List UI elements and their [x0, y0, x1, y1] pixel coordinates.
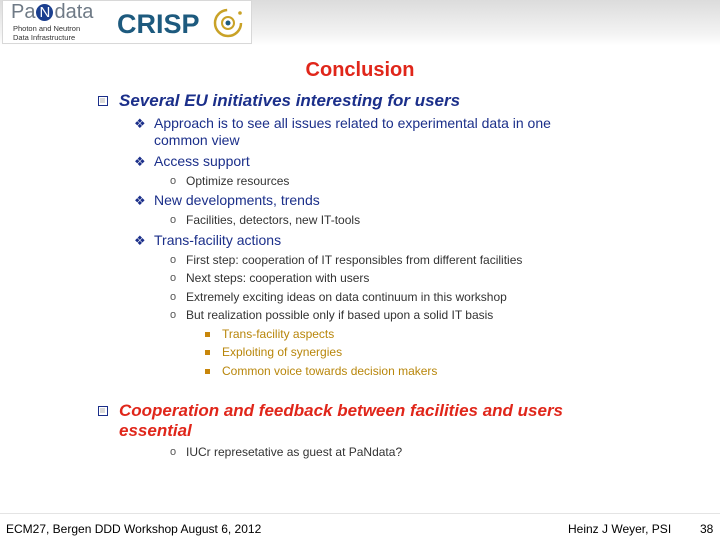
- pandata-logo: [11, 1, 109, 45]
- circle-bullet-icon: o: [170, 175, 177, 187]
- circle-bullet-icon: o: [170, 214, 177, 226]
- trans-sub-text-2: Next steps: cooperation with users: [186, 271, 370, 285]
- section1-heading: Several EU initiatives interesting for users: [119, 91, 461, 110]
- crisp-logo: [117, 5, 249, 41]
- pandata-word-post: data: [54, 1, 94, 23]
- trans-sub-item: [170, 253, 522, 268]
- diamond-bullet-icon: ❖: [134, 116, 146, 131]
- section2-heading-line1: Cooperation and feedback between facilities and users: [119, 401, 564, 420]
- trans-subsub-item: [205, 345, 342, 360]
- circle-bullet-icon: o: [170, 254, 177, 266]
- newdev-sub-text: Facilities, detectors, new IT-tools: [186, 213, 361, 227]
- pandata-word-n: N: [36, 4, 53, 21]
- trans-sub-item: [170, 290, 507, 305]
- trans-subsub-text-b: Exploiting of synergies: [222, 345, 343, 359]
- section2-sub-item: [170, 445, 402, 460]
- trans-sub-text-3: Extremely exciting ideas on data continuum in this workshop: [186, 290, 507, 304]
- circle-bullet-icon: o: [170, 309, 177, 321]
- trans-subsub-item: [205, 327, 334, 342]
- access-sub-text: Optimize resources: [186, 174, 290, 188]
- trans-text: Trans-facility actions: [154, 232, 282, 248]
- newdev-text: New developments, trends: [154, 192, 320, 208]
- section2-heading-row: [98, 401, 563, 441]
- section1-heading-row: [98, 91, 460, 111]
- circle-bullet-icon: o: [170, 272, 177, 284]
- slide-title: Conclusion: [305, 59, 415, 81]
- logo-box: [2, 0, 252, 44]
- pandata-subtitle-line1: Photon and Neutron: [13, 24, 81, 33]
- pandata-wordmark: [11, 1, 93, 23]
- footer-author: Heinz J Weyer, PSI: [568, 522, 672, 536]
- square-bullet-icon: [98, 96, 108, 106]
- diamond-bullet-icon: ❖: [134, 233, 146, 248]
- access-sub-item: [170, 174, 289, 189]
- trans-sub-item: [170, 271, 369, 286]
- pandata-word-pre: Pa: [11, 1, 36, 23]
- footer-divider: [0, 513, 720, 514]
- trans-subsub-text-c: Common voice towards decision makers: [222, 364, 438, 378]
- circle-bullet-icon: o: [170, 446, 177, 458]
- small-square-bullet-icon: [205, 350, 210, 355]
- small-square-bullet-icon: [205, 332, 210, 337]
- crisp-wordmark: CRISP: [117, 9, 200, 39]
- section2-heading-line2: essential: [119, 421, 192, 440]
- trans-sub-text-4: But realization possible only if based upon a solid IT basis: [186, 308, 494, 322]
- page-number: 38: [700, 522, 714, 536]
- square-bullet-icon: [98, 406, 108, 416]
- section2-sub-text: IUCr represetative as guest at PaNdata?: [186, 445, 403, 459]
- approach-text-line2: common view: [154, 132, 240, 148]
- trans-item: [134, 232, 281, 249]
- approach-text-line1: Approach is to see all issues related to experimental data in one: [154, 115, 551, 131]
- small-square-bullet-icon: [205, 369, 210, 374]
- circle-bullet-icon: o: [170, 291, 177, 303]
- diamond-bullet-icon: ❖: [134, 154, 146, 169]
- newdev-item: [134, 192, 320, 209]
- newdev-sub-item: [170, 213, 360, 228]
- diamond-bullet-icon: ❖: [134, 193, 146, 208]
- trans-sub-text-1: First step: cooperation of IT responsibles from different facilities: [186, 253, 523, 267]
- trans-sub-item: [170, 308, 493, 323]
- access-item: [134, 153, 250, 170]
- pandata-subtitle-line2: Data Infrastructure: [13, 33, 76, 42]
- trans-subsub-text-a: Trans-facility aspects: [222, 327, 335, 341]
- approach-item: [134, 115, 551, 149]
- crisp-ring-icon: [210, 5, 246, 41]
- footer-event: ECM27, Bergen DDD Workshop August 6, 2012: [6, 522, 262, 536]
- trans-subsub-item: [205, 364, 437, 379]
- access-text: Access support: [154, 153, 250, 169]
